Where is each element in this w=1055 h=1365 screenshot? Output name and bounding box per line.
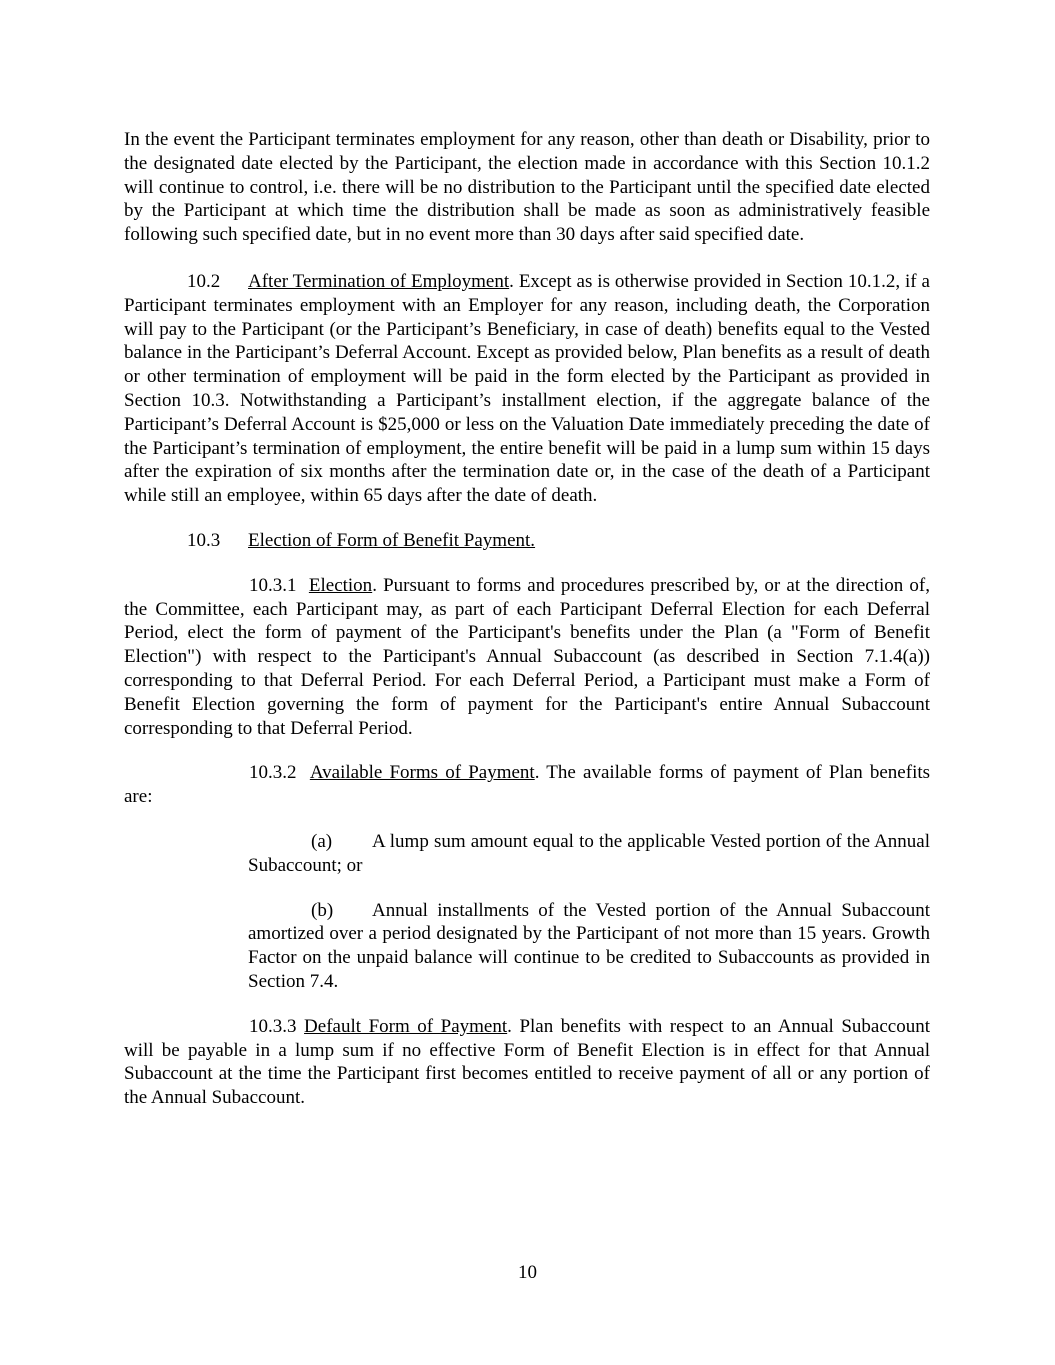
option-text: Annual installments of the Vested portion of the Annual Subaccount amortized over a period designated by the Participant of not more than 15 years. Growth Factor on the unpaid balance will continue to be credited to Subaccounts as provided in Section 7.4. — [248, 899, 930, 992]
section-number: 10.2 — [187, 270, 221, 292]
page-number: 10 — [518, 1262, 537, 1283]
option-label: (b) — [311, 899, 334, 921]
section-heading: After Termination of Employment — [248, 270, 510, 292]
section-number: 10.3.2 — [249, 762, 297, 784]
section-body: . The available forms of payment of Plan benefits are: — [124, 762, 931, 808]
document-page — [124, 128, 930, 1110]
section-10-2 — [124, 270, 930, 508]
section-10-3-1 — [124, 574, 930, 741]
section-number: 10.3.3 — [249, 1015, 297, 1037]
option-text: A lump sum amount equal to the applicable Vested portion of the Annual Subaccount; or — [248, 830, 930, 876]
option-label: (a) — [311, 830, 333, 852]
option-a — [248, 830, 930, 878]
section-10-3-2 — [124, 761, 930, 809]
section-body: . Except as is otherwise provided in Section 10.1.2, if a Participant terminates employment with an Employer for any reason, including death, the Corporation will pay to the Participant (or the Participant’s Beneficiary, in case of death) benefits equal to the Vested balance in the Participant’s Deferral Account. Except as provided below, Plan benefits as a result of death or other termination of employment will be paid in the form elected by the Participant as provided in Section 10.3. Notwithstanding a Participant’s installment election, if the aggregate balance of the Participant’s Deferral Account is $25,000 or less on the Valuation Date immediately preceding the date of the Participant’s termination of employment, the entire benefit will be paid in a lump sum within 15 days after the expiration of six months after the termination date or, in the case of the death of a Participant while still an employee, within 65 days after the date of death. — [124, 270, 930, 507]
section-heading: Election of Form of Benefit Payment. — [248, 529, 536, 551]
section-number: 10.3 — [187, 529, 221, 551]
section-number: 10.3.1 — [249, 574, 297, 596]
paragraph-intro: In the event the Participant terminates employment for any reason, other than death or Disability, prior to the designated date elected by the Participant, the election made in accordance with this Section 10.1.2 will continue to control, i.e. there will be no distribution to the Participant until the specified date elected by the Participant at which time the distribution shall be made as soon as administratively feasible following such specified date, but in no event more than 30 days after said specified date. — [124, 129, 930, 246]
option-b — [248, 899, 930, 994]
section-heading: Default Form of Payment — [304, 1015, 508, 1037]
section-heading: Available Forms of Payment — [309, 762, 535, 784]
section-body: . Pursuant to forms and procedures prescribed by, or at the direction of, the Committee, each Participant may, as part of each Participant Deferral Election for each Deferral Period, elect the form of payment of the Participant's benefits under the Plan (a "Form of Benefit Election") with respect to the Participant's Annual Subaccount (as described in Section 7.1.4(a)) corresponding to that Deferral Period. For each Deferral Period, a Participant must make a Form of Benefit Election governing the form of payment for the Participant's entire Annual Subaccount corresponding to that Deferral Period. — [124, 574, 931, 739]
section-10-3-3 — [124, 1015, 930, 1110]
section-heading: Election — [308, 574, 373, 596]
section-body: . Plan benefits with respect to an Annual Subaccount will be payable in a lump sum if no effective Form of Benefit Election is in effect for that Annual Subaccount at the time the Participant first becomes entitled to receive payment of all or any portion of the Annual Subaccount. — [124, 1015, 931, 1109]
section-10-3 — [124, 529, 930, 553]
